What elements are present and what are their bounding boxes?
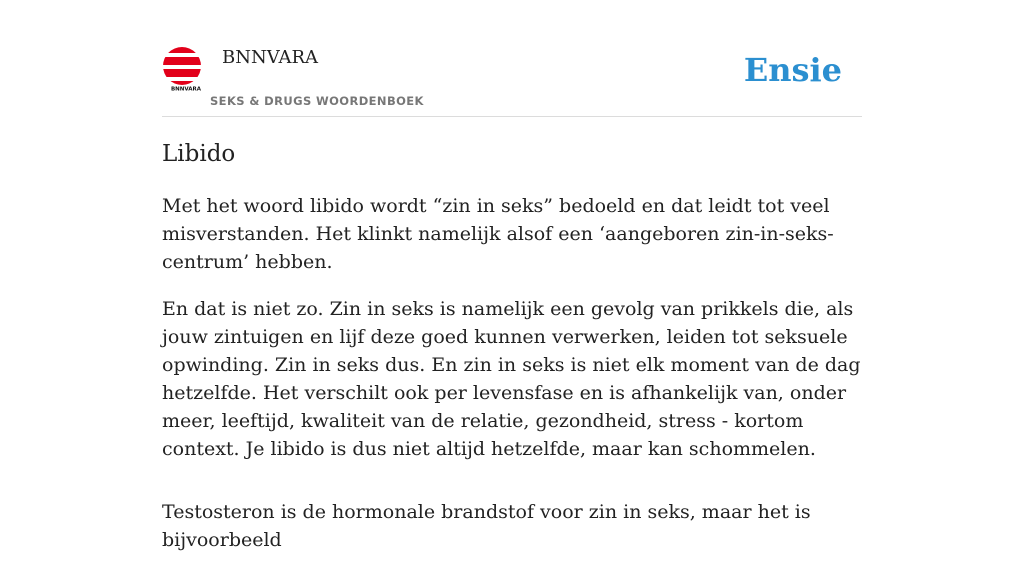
- paragraph: Met het woord libido wordt “zin in seks” bedoeld en dat leidt tot veel misverstanden. Het klinkt namelijk alsof een ‘aangeboren zin-in-seks-centrum’ hebben.: [162, 195, 834, 273]
- page: [162, 0, 862, 551]
- header: [162, 44, 862, 117]
- ensie-brand-link[interactable]: Ensie: [743, 51, 842, 89]
- paragraph: Testosteron is de hormonale brandstof voor zin in seks, maar het is bijvoorbeeld: [162, 501, 811, 551]
- site-name-link[interactable]: BNNVARA: [222, 47, 319, 68]
- entry-title: Libido: [162, 141, 236, 167]
- entry-body: [162, 192, 862, 573]
- dictionary-subtitle: SEKS & DRUGS WOORDENBOEK: [210, 94, 424, 108]
- bnnvara-logo[interactable]: [162, 46, 202, 92]
- logo-wordmark: BNNVARA: [170, 86, 202, 93]
- paragraph: En dat is niet zo. Zin in seks is namelijk een gevolg van prikkels die, als jouw zintuigen en lijf deze goed kunnen verwerken, leiden tot seksuele opwinding. Zin in seks dus. En zin in seks is niet elk moment van de dag hetzelfde. Het verschilt ook per levensfase en is afhankelijk van, onder meer, leeftijd, kwaliteit van de relatie, gezondheid, stress - kortom context. Je libido is dus niet altijd hetzelfde, maar kan schommelen.: [162, 298, 861, 460]
